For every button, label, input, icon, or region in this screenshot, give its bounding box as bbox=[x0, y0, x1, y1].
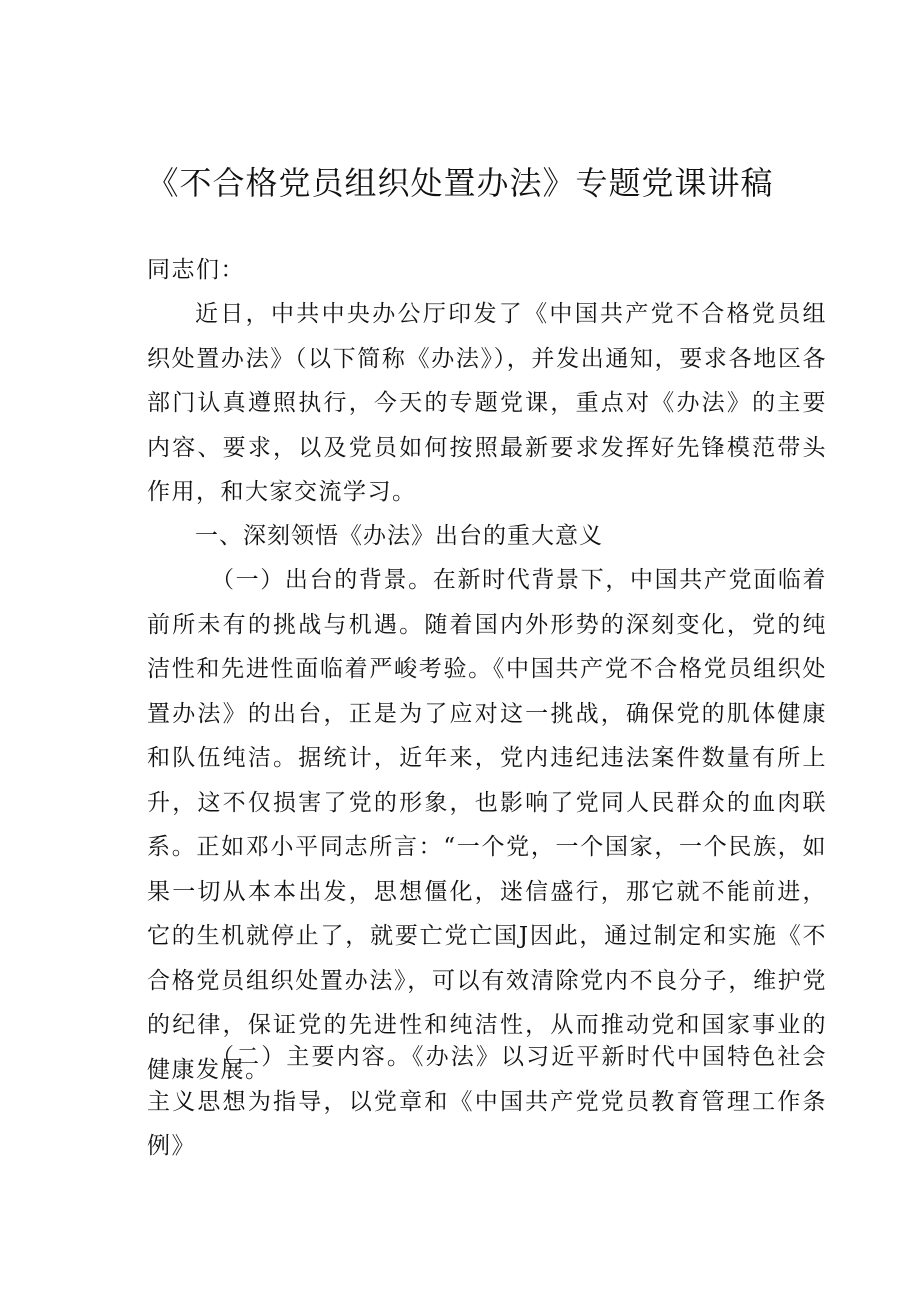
salutation: 同志们： bbox=[147, 257, 245, 283]
section-heading: 一、深刻领悟《办法》出台的重大意义 bbox=[195, 523, 603, 549]
document-title: 《不合格党员组织处置办法》专题党课讲稿 bbox=[146, 164, 774, 202]
paragraph-main-content: （二）主要内容。《办法》以习近平新时代中国特色社会主义思想为指导，以党章和《中国共产党党员教育管理工作条例》 bbox=[147, 1044, 827, 1159]
paragraph-background: （一）出台的背景。在新时代背景下，中国共产党面临着前所未有的挑战与机遇。随着国内外形势的深刻变化，党的纯洁性和先进性面临着严峻考验。《中国共产党不合格党员组织处置办法》的出台，正是为了应对这一挑战，确保党的肌体健康和队伍纯洁。据统计，近年来，党内违纪违法案件数量有所上升，这不仅损害了党的形象，也影响了党同人民群众的血肉联系。正如邓小平同志所言：“一个党，一个国家，一个民族，如果一切从本本出发，思想僵化，迷信盛行，那它就不能前进，它的生机就停止了，就要亡党亡国J因此，通过制定和实施《不合格党员组织处置办法》，可以有效清除党内不良分子，维护党的纪律，保证党的先进性和纯洁性，从而推动党和国家事业的健康发展。 bbox=[147, 567, 827, 1083]
paragraph-intro: 近日，中共中央办公厅印发了《中国共产党不合格党员组织处置办法》（以下简称《办法》），并发出通知，要求各地区各部门认真遵照执行，今天的专题党课，重点对《办法》的主要内容、要求，以及党员如何按照最新要求发挥好先锋模范带头作用，和大家交流学习。 bbox=[147, 301, 827, 505]
